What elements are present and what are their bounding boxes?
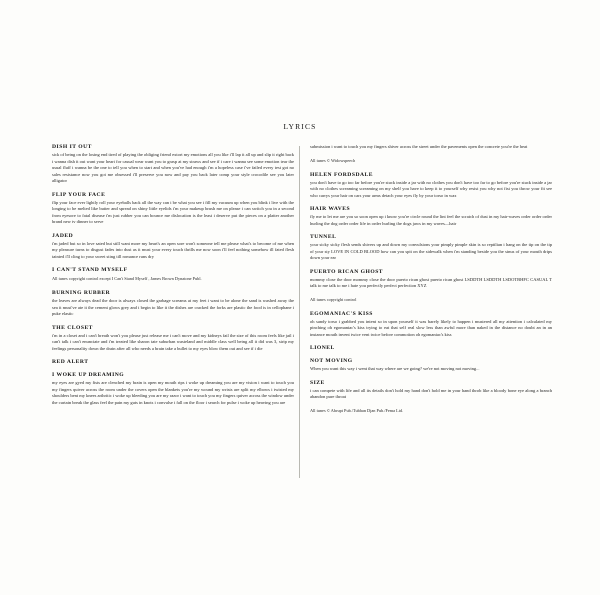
song-title: I WOKE UP DREAMING xyxy=(52,372,125,379)
song-title: PUERTO RICAN GHOST xyxy=(310,268,384,275)
song-block xyxy=(310,311,552,339)
left-column xyxy=(52,144,294,413)
song-lyrics: i'm in a closet and i can't breath won't you please just release me i can't move and my kidneys fail the size of this room feels like jail i can't talk i can't enunciate and i'm treated like sharon tate suburban wasteland and middle class well being all it did was 3, strip my feelings personality down the drain after all who needs a brain take a bullet to my eyes blow them out and see if i die xyxy=(52,332,294,351)
song-block xyxy=(52,290,294,318)
copyright-credit: All tunes copyright control xyxy=(310,296,357,302)
song-title: FLIP YOUR FACE xyxy=(52,191,106,198)
song-block xyxy=(310,172,552,200)
song-title: NOT MOVING xyxy=(310,358,353,365)
copyright-credit: All tunes © Abrupt Pub./Tubhan Djan Pub./Fema Ltd. xyxy=(310,407,404,413)
song-block xyxy=(52,325,294,353)
song-lyrics: When you want this way i went that way where are we going? we're not moving not moving... xyxy=(310,366,480,372)
song-block xyxy=(310,345,552,351)
song-block xyxy=(310,234,552,262)
song-title: THE CLOSET xyxy=(52,324,93,331)
song-lyrics: flip your face ever lightly roll your eyeballs back all the way can i be what you see i fill my vacuum up when you blink i live with the longing to be melted like butter and spread on shiny little eyelids i'm your makeup brush me on please i can switch you in a second from eyesore to fatal disease i'm just rubber you can bounce me dislocation is the least i deserve put the pieces on a platter another brand new tv dinner to serve xyxy=(52,199,294,225)
song-block xyxy=(310,269,552,303)
song-title: DISH IT OUT xyxy=(52,144,92,150)
song-lyrics: oh sandy torso i grabbed you intent so in upon yourself it was barely likely to happen i mustered all my attention i calculated my pinching oh egomaniac's kiss trying to eat that self real slow less than awful more than naked in the distance no doubt an in an instance mouth invent twice vent twice before commotion oh egomaniac's kiss xyxy=(310,318,552,337)
song-block xyxy=(52,359,294,365)
song-block xyxy=(310,380,552,414)
song-lyrics: sick of being on the losing end tired of playing the obliging friend extort my emotions all you like i'll lap it all up and slip it right back i wanna dish it out want your heart for casual wear want you to grasp at my straws and see if i care i wanna see some emotion tear the usual fluff i wanna be the one to tell you when to start and when you've had enough i'm a hopeless case i've failed every test got no sales resistance now you got me obsessed i'll preserve you now and pay you back later comp your style crocodile see you later alligator xyxy=(52,152,294,184)
song-lyrics: the leaves are always dead the door is always closed the garbage screams at my feet i want to be alone the sand is washed away the sea it must've ate it the cement glows grey and i begin to like it the dishes are cracked the forks are plastic the food is in cellophane i puke elastic xyxy=(52,298,294,317)
song-lyrics: mommy close the door mommy close the door puerto rican ghost puerto rican ghost LSDDTH LSDDTH LSDOTBHFC CASUAL T talk to me talk to me i hate you perfectly perfect perfection XYZ xyxy=(310,276,552,289)
copyright-credit: All tunes copyright control except I Can't Stand Myself , James Brown Dynatone Publ. xyxy=(52,276,202,282)
song-block xyxy=(52,144,294,185)
lyrics-columns xyxy=(52,144,552,422)
song-title: EGOMANIAC'S KISS xyxy=(310,310,373,317)
song-title: TUNNEL xyxy=(310,234,337,241)
song-title: BURNING RUBBER xyxy=(52,290,111,297)
song-block xyxy=(52,233,294,261)
song-title: JADED xyxy=(52,232,74,239)
song-lyrics: submission i want to touch you my fingers shiver across the street under the pavements open the concrete you're the heat xyxy=(310,144,528,149)
song-title: HAIR WAVES xyxy=(310,206,351,213)
song-lyrics: your sicky sicky flesh sends shivers up and down my convulsions your pimply pimple skin is so reptilian i hang on the tip on the tip of your sty LOVE IN COLD BLOOD how can you spit on the sidewalk when i'm standing beside you the sinus of your mouth drips down your ear xyxy=(310,242,552,261)
song-title: I CAN'T STAND MYSELF xyxy=(52,267,128,274)
song-lyrics: you don't have to go too far before you're stuck inside a jar with no clothes you don't have too far to go before you're stuck inside a jar with no clothes screaming screaming on my shelf you have to keep it to yourself why resist you why not fist you throw your fit see who carrys your hair on cars your arms detach your eyes fly by your torso in wax xyxy=(310,179,552,198)
song-lyrics: i'm jaded but so in love sated but still want more my heart's an open sore won't someone tell me please what's to become of me when my pleasure turns to disgust fades into dust as it must your every touch thrills me now soon i'll feel nothing somehow ill fated flesh tainted i'll cling to your sweet sting till romance runs dry xyxy=(52,240,294,259)
song-title: SIZE xyxy=(310,379,325,386)
song-title: LIONEL xyxy=(310,345,335,352)
song-block xyxy=(310,206,552,227)
song-lyrics: fly me to let me are you so soon open up i know you're circle round the lint feel the scratch of dust in my hair-waves order order order hurling the dog order order life in order hurling the dogs jaws in my waves—hair xyxy=(310,214,552,226)
song-title: RED ALERT xyxy=(52,359,89,366)
right-column xyxy=(310,144,552,422)
song-block xyxy=(52,267,294,282)
lyrics-continuation xyxy=(310,144,552,151)
song-title: HELEN FORDSDALE xyxy=(310,171,373,178)
page-title: LYRICS xyxy=(283,122,317,131)
song-lyrics: i can compete with life and all its details don't hold my hand don't hold me in your hand throb like a bloody bone eye along a branch abandon pure throat xyxy=(310,387,552,400)
song-block xyxy=(310,358,552,373)
song-block xyxy=(52,192,294,226)
credit-block xyxy=(310,158,552,164)
song-block xyxy=(52,372,294,406)
copyright-credit: All tunes © Widowspeech xyxy=(310,157,356,163)
song-lyrics: my eyes are gyed my fists are clenched my brain is open my mouth rips i woke up dreaming you are my vision i want to touch you my fingers quiver across the room under the covers open the blankets you're my wound my wrists are split my elbows i twisted my shoulders bent my knees arthritic i woke up bleeding you are my razor i want to touch you my fingers quiver across the window under the curtain break the glass feel the pain my guts in knots i convulse i fall on the floor i search for pulse i woke up heaving you are xyxy=(52,380,294,405)
